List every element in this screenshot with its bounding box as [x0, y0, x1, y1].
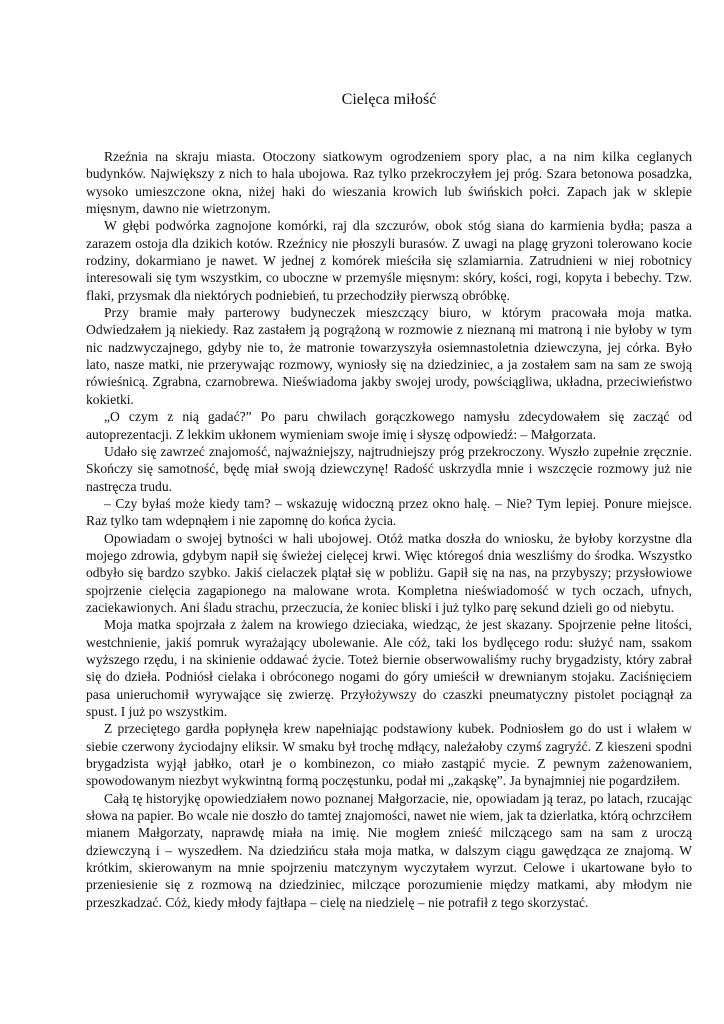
document-title: Cielęca miłość	[341, 91, 437, 108]
paragraph-2: W głębi podwórka zagnojone komórki, raj dla szczurów, obok stóg siana do karmienia bydła; pasza a zarazem ostoja dla dzikich kotów. Rzeźnicy nie płoszyli burasów. Z uwagi na plagę gryzoni tolerowano kocie rodziny, dokarmiano je nawet. W jednej z komórek mieściła się szlamiarnia. Zatrudnieni w niej robotnicy interesowali się tym wszystkim, co uboczne w przemyśle mięsnym: skóry, kości, rogi, kopyta i bebechy. Tzw. flaki, przysmak dla niektórych podniebień, tu przechodziły pierwszą obróbkę.	[86, 218, 692, 303]
paragraph-5: Udało się zawrzeć znajomość, najważniejszy, najtrudniejszy próg przekroczony. Wyszło zupełnie zręcznie. Skończy się samotność, będę miał swoją dziewczynę! Radość uskrzydla mnie i wszczęcie rozmowy już nie nastręcza trudu.	[86, 443, 692, 494]
paragraph-9: Z przeciętego gardła popłynęła krew napełniając podstawiony kubek. Podniosłem go do ust i wlałem w siebie czerwony życiodajny eliksir. W smaku był trochę mdłący, należałoby czymś zagryźć. Z kieszeni spodni brygadzista wyjął jabłko, otarł je o kombinezon, co miało zastąpić mycie. Z pewnym zażenowaniem, spowodowanym niezbyt wykwintną formą poczęstunku, podał mi „zakąskę”. Ja bynajmniej nie pogardziłem.	[86, 721, 692, 789]
paragraph-8: Moja matka spojrzała z żalem na krowiego dzieciaka, wiedząc, że jest skazany. Spojrzenie pełne litości, westchnienie, jakiś pomruk wyrażający ubolewanie. Ale cóż, taki los bydlęcego rodu: służyć nam, ssakom wyższego rzędu, i na skinienie oddawać życie. Toteż biernie obserwowaliśmy ruchy brygadzisty, który zabrał się do dzieła. Podniósł cielaka i obróconego nogami do góry umieścił w drewnianym stojaku. Zaciśnięciem pasa unieruchomił wyrywające się zwierzę. Przyłożywszy do czaszki pneumatyczny pistolet pociągnął za spust. I już po wszystkim.	[86, 617, 692, 719]
paragraph-10: Całą tę historyjkę opowiedziałem nowo poznanej Małgorzacie, nie, opowiadam ją teraz, po latach, rzucając słowa na papier. Bo wcale nie doszło do tamtej znajomości, nawet nie wiem, jak ta dzierlatka, którą ochrzciłem mianem Małgorzaty, naprawdę miała na imię. Nie mogłem znieść milczącego sam na sam z uroczą dziewczyną i – wyszedłem. Na dziedzińcu stała moja matka, w dalszym ciągu gawędząca ze znajomą. W krótkim, skierowanym na mnie spojrzeniu matczynym wyczytałem wyrzut. Celowe i ukartowane było to przeniesienie się z rozmową na dziedziniec, milczące porozumienie między matkami, aby młodym nie przeszkadzać. Cóż, kiedy młody fajtłapa – cielę na niedzielę – nie potrafił z tego skorzystać.	[86, 790, 692, 910]
paragraph-3: Przy bramie mały parterowy budyneczek mieszczący biuro, w którym pracowała moja matka. Odwiedzałem ją niekiedy. Raz zastałem ją pogrążoną w rozmowie z nieznaną mi matroną i nie byłoby w tym nic nadzwyczajnego, gdyby nie to, że matronie towarzyszyła osiemnastoletnia dziewczyna, jej córka. Było lato, nasze matki, nie przerywając rozmowy, wyniosły się na dziedziniec, a ja zostałem sam na sam ze swoją rówieśnicą. Zgrabna, czarnobrewa. Nieświadoma jakby swojej urody, powściągliwa, układna, przeciwieństwo kokietki.	[86, 305, 692, 407]
document-page	[86, 90, 692, 911]
paragraph-6: – Czy byłaś może kiedy tam? – wskazuję widoczną przez okno halę. – Nie? Tym lepiej. Ponure miejsce. Raz tylko tam wdepnąłem i nie zapomnę do końca życia.	[86, 495, 692, 529]
paragraph-7: Opowiadam o swojej bytności w hali ubojowej. Otóż matka doszła do wniosku, że byłoby korzystne dla mojego zdrowia, gdybym napił się świeżej cielęcej krwi. Więc któregoś dnia weszliśmy do środka. Wszystko odbyło się bardzo szybko. Jakiś cielaczek plątał się w pobliżu. Gapił się na nas, na przybyszy; przysłowiowe spojrzenie cielęcia zagapionego na malowane wrota. Kompletna nieświadomość w tych oczach, ufnych, zaciekawionych. Ani śladu strachu, przeczucia, że koniec bliski i już tylko parę sekund dzieli go od niebytu.	[86, 530, 692, 615]
paragraph-4: „O czym z nią gadać?” Po paru chwilach gorączkowego namysłu zdecydowałem się zacząć od autoprezentacji. Z lekkim ukłonem wymieniam swoje imię i słyszę odpowiedź: – Małgorzata.	[86, 409, 692, 442]
paragraph-1: Rzeźnia na skraju miasta. Otoczony siatkowym ogrodzeniem spory plac, a na nim kilka ceglanych budynków. Największy z nich to hala ubojowa. Raz tylko przekroczyłem jej próg. Szara betonowa posadzka, wysoko umieszczone okna, niżej haki do wieszania krowich lub świńskich połci. Zapach jak w sklepie mięsnym, dawno nie wietrzonym.	[86, 149, 692, 217]
